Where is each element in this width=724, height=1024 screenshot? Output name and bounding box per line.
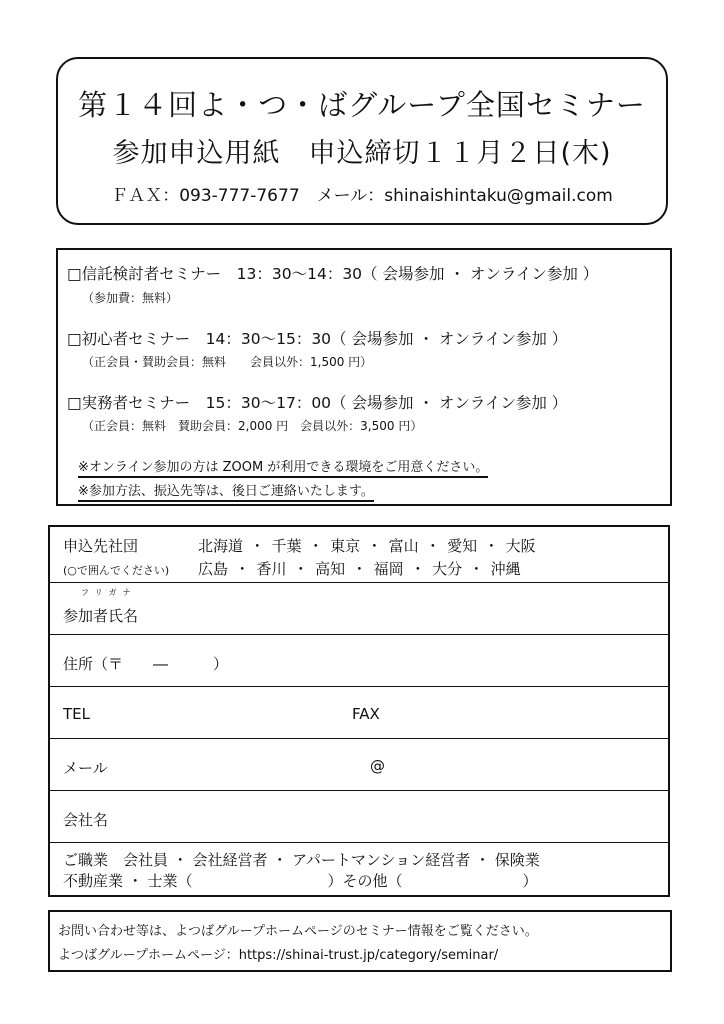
seminar-option-practitioner[interactable]: □実務者セミナー 15：30～17：00（ 会場参加 ・ オンライン参加 ） bbox=[67, 394, 568, 412]
header-box bbox=[56, 57, 668, 225]
footer-info-box bbox=[48, 910, 672, 972]
row-occupation bbox=[50, 843, 668, 897]
seminar-option-beginner[interactable]: □初心者セミナー 14：30～15：30（ 会場参加 ・ オンライン参加 ） bbox=[67, 330, 568, 348]
form-subtitle: 参加申込用紙 申込締切１１月２日(木) bbox=[112, 138, 612, 169]
company-group-label: 申込先社団 bbox=[63, 537, 139, 555]
company-group-note: (○で囲んでください) bbox=[63, 564, 170, 577]
notice-payment: ※参加方法、振込先等は、後日ご連絡いたします。 bbox=[78, 480, 374, 499]
participant-name-label: 参加者氏名 bbox=[63, 607, 139, 625]
seminar-title: 第１４回よ・つ・ばグループ全国セミナー bbox=[78, 88, 646, 122]
email-at-sign: @ bbox=[370, 757, 385, 775]
footer-homepage-link[interactable]: よつばグループホームページ：https://shinai-trust.jp/category/seminar/ bbox=[58, 948, 499, 963]
seminar-option-trust[interactable]: □信託検討者セミナー 13：30～14：30（ 会場参加 ・ オンライン参加 ） bbox=[67, 265, 599, 283]
email-label: メール bbox=[63, 759, 108, 777]
seminar-fee-practitioner: （正会員：無料 賛助会員：2,000 円 会員以外：3,500 円） bbox=[82, 419, 423, 433]
footer-inquiry-text: お問い合わせ等は、よつばグループホームページのセミナー情報をご覧ください。 bbox=[58, 924, 538, 939]
fax-label: FAX bbox=[352, 705, 380, 723]
contact-line: ＦＡＸ：093-777-7677 メール：shinaishintaku@gmail.com bbox=[111, 186, 613, 206]
tel-label: TEL bbox=[63, 705, 90, 723]
row-company-group bbox=[50, 527, 668, 583]
occupation-options-line2[interactable]: 不動産業 ・ 士業（ ）その他（ ） bbox=[63, 872, 538, 890]
row-company-name[interactable] bbox=[50, 791, 668, 843]
notice-zoom: ※オンライン参加の方は ZOOM が利用できる環境をご用意ください。 bbox=[78, 456, 488, 475]
seminar-options-box bbox=[56, 248, 672, 506]
row-tel-fax[interactable] bbox=[50, 687, 668, 739]
row-email[interactable] bbox=[50, 739, 668, 791]
address-label: 住所（〒 ― ） bbox=[63, 655, 229, 673]
seminar-fee-beginner: （正会員・賛助会員：無料 会員以外：1,500 円） bbox=[82, 355, 373, 369]
prefecture-options-row1[interactable]: 北海道 ・ 千葉 ・ 東京 ・ 富山 ・ 愛知 ・ 大阪 bbox=[198, 537, 536, 555]
name-ruby: フリガナ bbox=[81, 588, 137, 597]
occupation-options-line1[interactable]: ご職業 会社員 ・ 会社経営者 ・ アパートマンション経営者 ・ 保険業 bbox=[63, 851, 540, 869]
company-name-label: 会社名 bbox=[63, 811, 109, 829]
application-form bbox=[48, 525, 670, 897]
seminar-fee-trust: （参加費：無料） bbox=[82, 291, 179, 305]
prefecture-options-row2[interactable]: 広島 ・ 香川 ・ 高知 ・ 福岡 ・ 大分 ・ 沖縄 bbox=[198, 560, 521, 578]
row-participant-name[interactable] bbox=[50, 583, 668, 635]
row-address[interactable] bbox=[50, 635, 668, 687]
